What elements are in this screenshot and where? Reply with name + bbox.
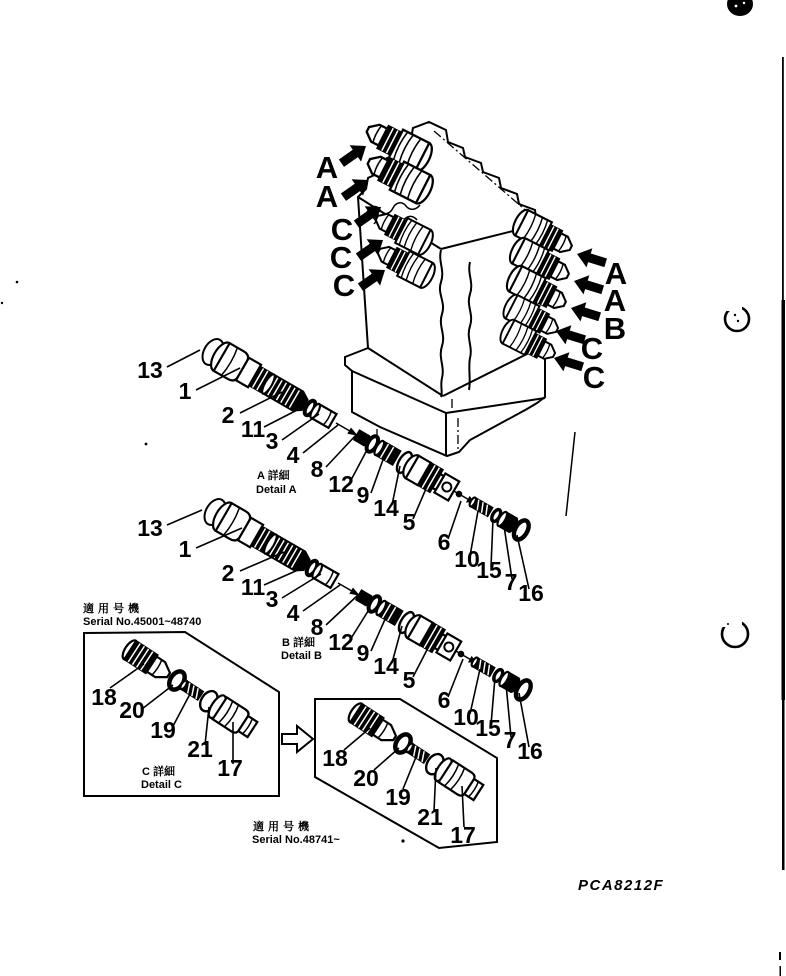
speck	[145, 443, 148, 446]
callout-label: 3	[265, 428, 279, 454]
callout-label: 10	[454, 546, 480, 572]
callout-label: 14	[373, 495, 399, 521]
callout-label: 10	[453, 704, 479, 730]
serial-range-new-jp: 適用号機	[253, 821, 313, 833]
callout-label: 5	[402, 509, 416, 535]
port-arrow-icon	[568, 298, 603, 326]
callout-label: 2	[221, 560, 235, 586]
port-label-left: C	[330, 212, 354, 247]
detail-c-old-parts	[119, 636, 260, 740]
callout-label: 13	[137, 357, 163, 383]
port-label-left: C	[329, 240, 353, 275]
callout-label: 9	[356, 640, 370, 666]
port-label-right: C	[580, 331, 604, 366]
callout-label: 11	[240, 416, 266, 442]
callout-label: 7	[504, 569, 518, 595]
binder-hole-mark	[727, 0, 753, 16]
callout-label: 9	[356, 482, 370, 508]
supersede-arrow-icon	[282, 726, 313, 752]
detail-b-parts	[199, 494, 536, 707]
callout-label: 12	[328, 471, 354, 497]
callout-label: 13	[137, 515, 163, 541]
speck	[401, 839, 404, 842]
callout-label: 2	[221, 402, 235, 428]
binder-hole-mark	[725, 302, 749, 331]
speck	[1, 302, 3, 304]
port-label-right: C	[582, 360, 606, 395]
callout-label: 16	[517, 738, 543, 764]
callout-label: 12	[328, 629, 354, 655]
callout-label: 4	[286, 442, 300, 468]
port-label-right: A	[603, 283, 627, 318]
callout-label: 21	[187, 736, 213, 762]
callout-label: 16	[518, 580, 544, 606]
callout-label: 17	[450, 822, 476, 848]
callout-label: 20	[353, 765, 379, 791]
callout-label: 18	[91, 684, 117, 710]
callout-label: 1	[178, 378, 192, 404]
port-label-left: A	[315, 150, 339, 185]
pointer-line	[566, 432, 575, 516]
port-label-right: A	[604, 256, 628, 291]
detail-c-caption-en: Detail C	[141, 779, 182, 791]
detail-b-caption-en: Detail B	[281, 650, 322, 662]
callout-label: 15	[476, 557, 502, 583]
detail-c-caption-jp: C 詳細	[142, 766, 175, 778]
callout-label: 14	[373, 653, 399, 679]
speck	[16, 281, 19, 284]
callout-label: 6	[437, 529, 451, 555]
port-label-right: B	[603, 311, 627, 346]
serial-range-old-jp: 適用号機	[83, 603, 143, 615]
detail-a-caption-jp: A 詳細	[257, 470, 290, 482]
callout-label: 7	[503, 727, 517, 753]
callout-label: 1	[178, 536, 192, 562]
port-arrow-icon	[355, 262, 391, 296]
port-arrow-icon	[336, 138, 372, 172]
callout-label: 19	[150, 717, 176, 743]
port-label-left: A	[315, 179, 339, 214]
callout-label: 20	[119, 697, 145, 723]
callout-label: 3	[265, 586, 279, 612]
callout-label: 19	[385, 784, 411, 810]
drawing-code: PCA8212F	[578, 877, 665, 894]
serial-range-new-en: Serial No.48741~	[252, 834, 340, 846]
port-arrow-icon	[571, 271, 606, 299]
detail-c-old-box	[84, 632, 279, 796]
callout-label: 18	[322, 745, 348, 771]
binder-hole-mark	[722, 617, 748, 647]
callout-label: 21	[417, 804, 443, 830]
callout-label: 5	[402, 667, 416, 693]
port-arrow-icon	[574, 244, 609, 272]
callout-label: 17	[217, 755, 243, 781]
callout-label: 11	[240, 574, 266, 600]
detail-b-caption-jp: B 詳細	[282, 637, 315, 649]
detail-a-caption-en: Detail A	[256, 484, 297, 496]
callout-label: 8	[310, 614, 324, 640]
serial-range-old-en: Serial No.45001~48740	[83, 616, 202, 628]
detail-a-callouts	[137, 357, 544, 606]
callout-label: 8	[310, 456, 324, 482]
callout-label: 4	[286, 600, 300, 626]
callout-label: 6	[437, 687, 451, 713]
page-edge-line	[779, 57, 785, 976]
callout-label: 15	[475, 715, 501, 741]
port-label-left: C	[332, 268, 356, 303]
